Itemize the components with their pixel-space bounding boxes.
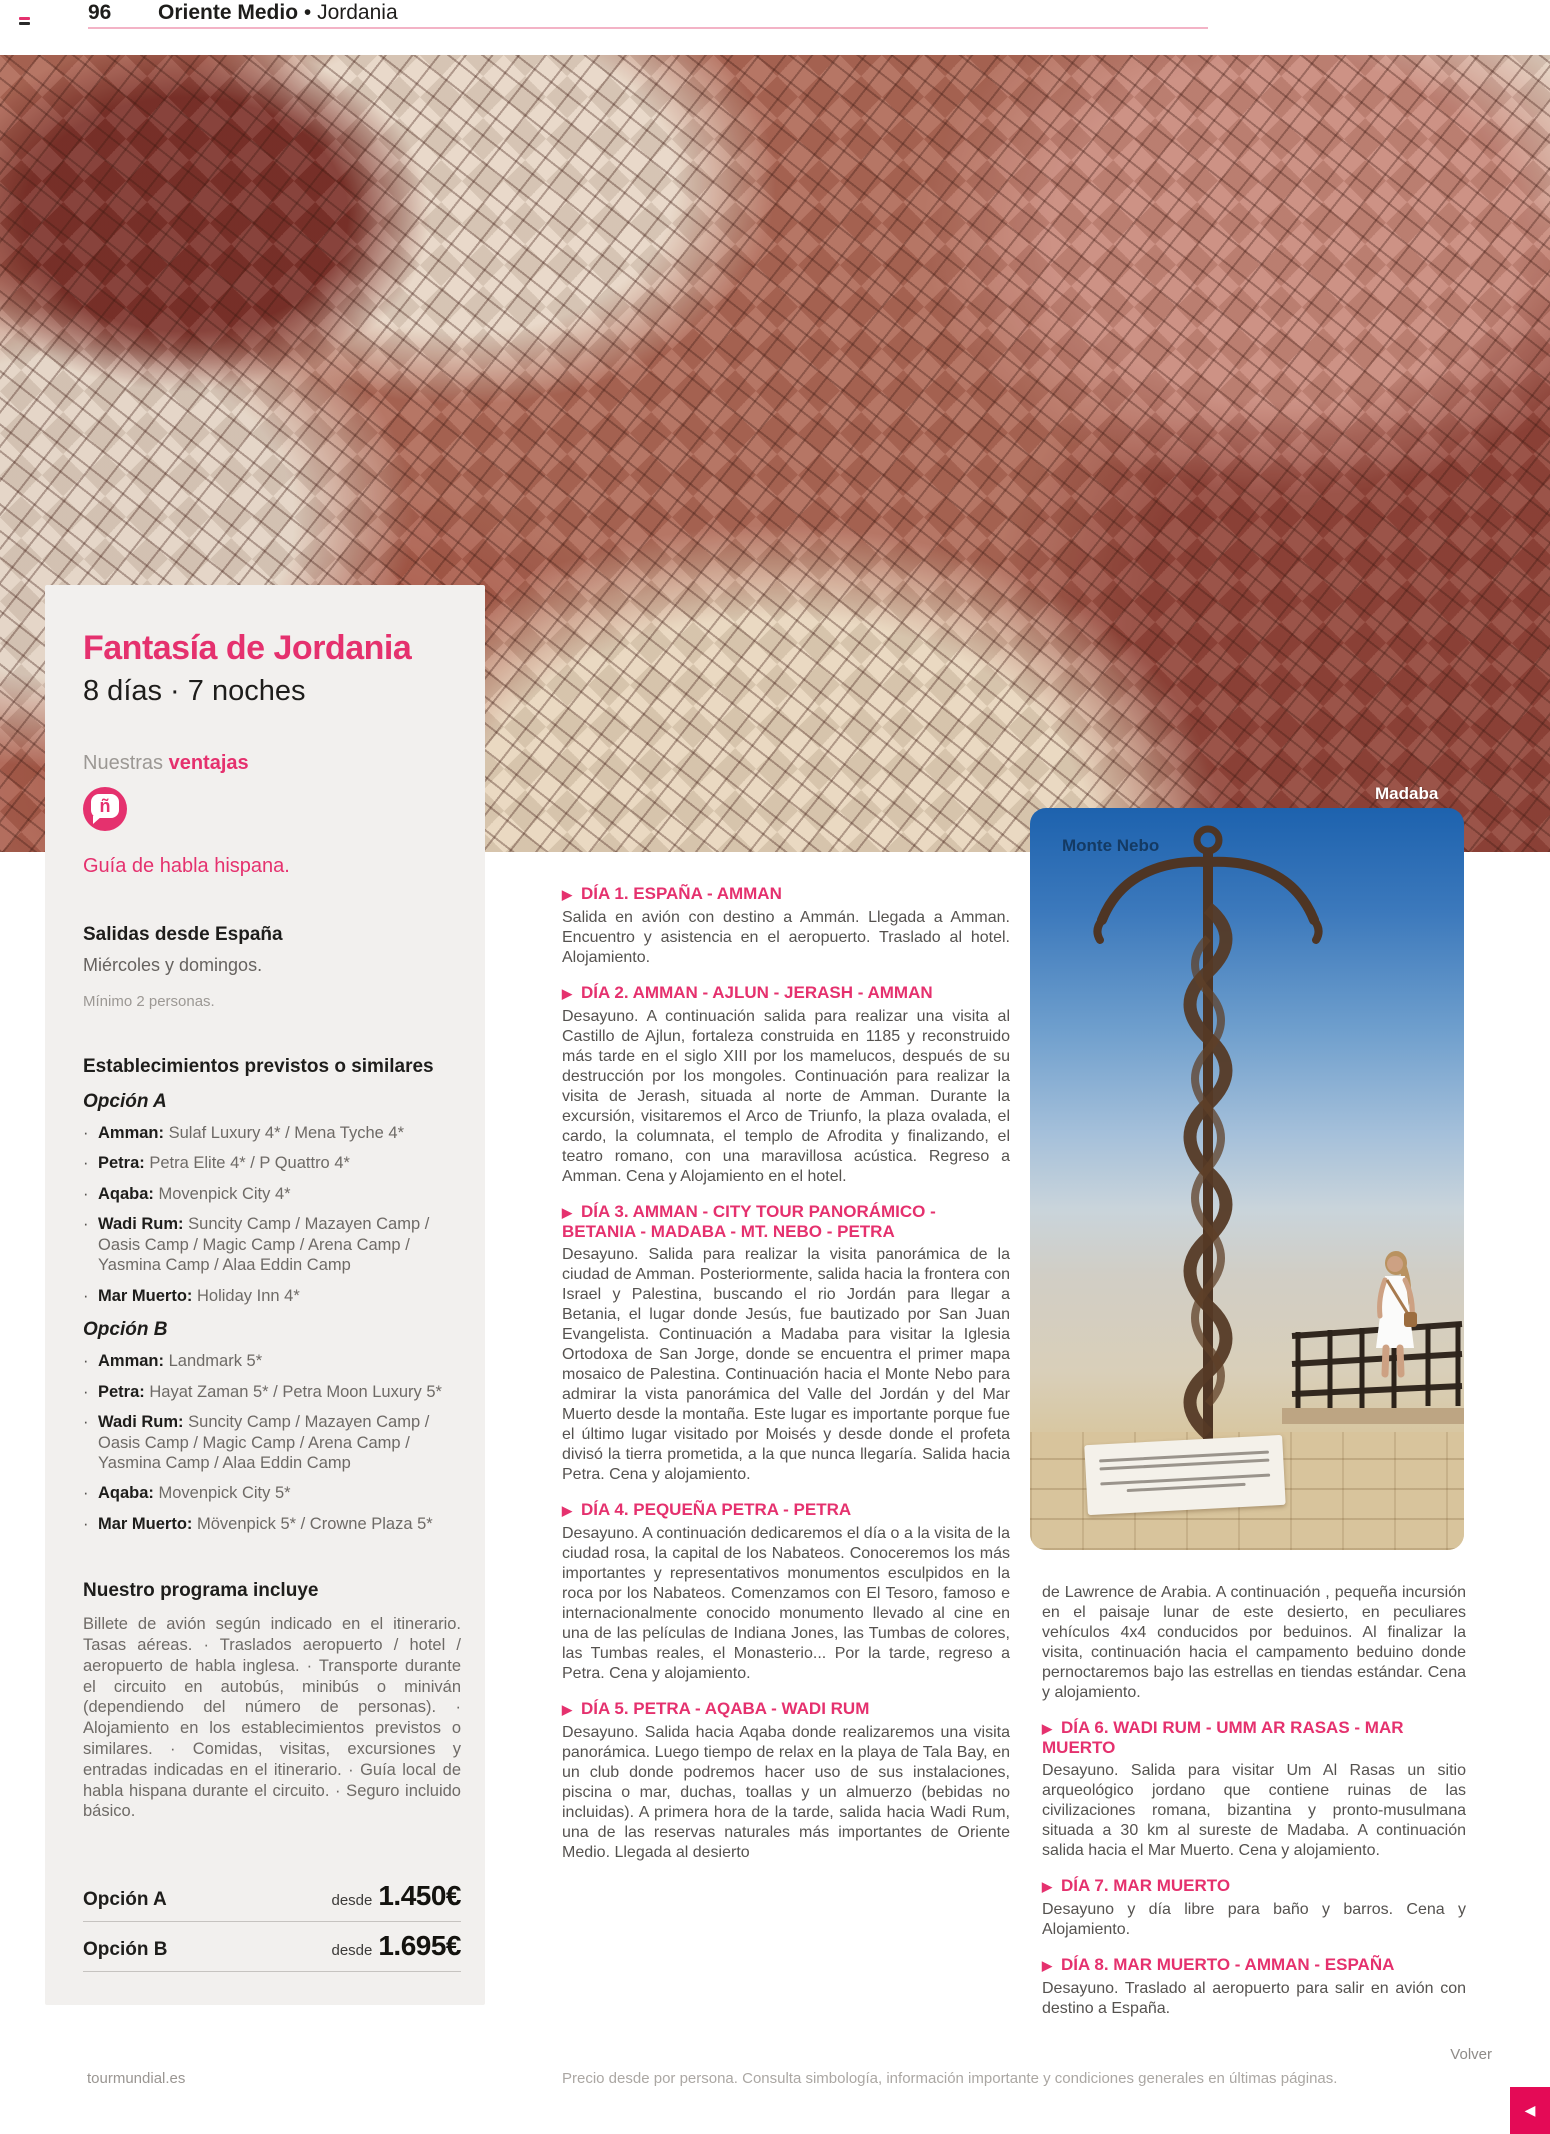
departures-days: Miércoles y domingos. <box>83 955 263 975</box>
itinerary-day-5 <box>562 1699 1010 1863</box>
day-text: Salida en avión con destino a Ammán. Llegada a Amman. Encuentro y asistencia en el aeropuerto. Traslado al hotel. Alojamiento. <box>562 909 1010 966</box>
day-title: DÍA 3. AMMAN - CITY TOUR PANORÁMICO - BETANIA - MADABA - MT. NEBO - PETRA <box>562 1202 936 1241</box>
day-text: Desayuno. Salida para visitar Um Al Rasas un sitio arqueológico jordano que contiene ruinas de las civilizaciones romana, bizantina y pronto-musulmana situada a 30 km al sureste de Madaba. A continuación salida hacia el Mar Muerto. Cena y alojamiento. <box>1042 1762 1466 1859</box>
price-table <box>83 1872 461 1972</box>
day-text: Desayuno. Salida para realizar la visita panorámica de la ciudad de Amman. Posteriormente, salida hacia la frontera con Israel y Palestina, buscando el rio Jordán para llegar a Betania, el lugar donde Jesús, fue bautizado por San Juan Evangelista. Continuación a Madaba para visitar la Iglesia Ortodoxa de San Jorge, donde se encuentra el primer mapa mosaico de Palestina. Continuación hacia el Monte Nebo para admirar la vista panorámica del Valle del Jordán y del Mar Muerto desde la montaña. Este lugar es importante porque fue el último lugar visitado por Moisés y desde donde el profeta divisó la tierra prometida, a la que nunca llegaría. Salida hacia Petra. Cena y alojamiento. <box>562 1246 1010 1483</box>
itinerary-day-8 <box>1042 1955 1466 2019</box>
day-bullet-icon: ▶ <box>562 986 572 1001</box>
hotel-item: · Petra: Petra Elite 4* / P Quattro 4* <box>83 1154 350 1173</box>
advantages-label <box>83 752 461 775</box>
day-bullet-icon: ▶ <box>562 1503 572 1518</box>
breadcrumb-subsection: Jordania <box>317 1 398 24</box>
option-a-hotels <box>83 1123 461 1306</box>
page-number: 96 <box>88 1 112 24</box>
hotel-item: · Aqaba: Movenpick City 5* <box>83 1484 291 1503</box>
minimum-note: Mínimo 2 personas. <box>83 993 215 1010</box>
price-row-option-a <box>83 1872 461 1922</box>
day-title: DÍA 5. PETRA - AQABA - WADI RUM <box>581 1699 870 1718</box>
departures-heading: Salidas desde España <box>83 924 283 945</box>
price-from-label: desde <box>331 1892 373 1910</box>
option-b-label: Opción B <box>83 1319 168 1341</box>
includes-text: Billete de avión según indicado en el itinerario. Tasas aéreas. · Traslados aeropuerto / hotel / aeropuerto de habla inglesa. · Transporte durante el circuito en autobús, minibús o miniván (dependiendo del número de personas). · Alojamiento en los establecimientos previstos o similares. · Comidas, visitas, excursiones y entradas indicadas en el itinerario. · Guía local de habla hispana durante el circuito. · Seguro incluido básico. <box>83 1615 461 1821</box>
itinerary-day-6 <box>1042 1718 1466 1861</box>
itinerary-day-1 <box>562 884 1010 968</box>
breadcrumb-separator: • <box>303 1 312 24</box>
option-b-hotels <box>83 1351 461 1534</box>
spanish-guide-icon: ñ <box>83 787 127 831</box>
day-bullet-icon: ▶ <box>562 1702 572 1717</box>
tour-title: Fantasía de Jordania <box>83 629 412 667</box>
day-bullet-icon: ▶ <box>562 887 572 902</box>
price-from-label: desde <box>331 1942 373 1960</box>
back-arrow-icon: ◀ <box>1524 2102 1536 2118</box>
itinerary-day-7 <box>1042 1876 1466 1940</box>
includes-heading: Nuestro programa incluye <box>83 1580 319 1602</box>
day-bullet-icon: ▶ <box>1042 1958 1052 1973</box>
memorial-plaque <box>1084 1435 1285 1515</box>
day-title: DÍA 6. WADI RUM - UMM AR RASAS - MAR MUERTO <box>1042 1718 1404 1757</box>
itinerary-day-4 <box>562 1500 1010 1684</box>
advantages-prefix: Nuestras <box>83 752 169 774</box>
brand-mark-icon <box>19 17 30 27</box>
day-text: Desayuno. A continuación salida para realizar una visita al Castillo de Ajlun, fortaleza construida en 1185 y reconstruido más tarde en el siglo XIII por los mamelucos, después de su destrucción por los mongoles. Continuación para realizar la visita de Jerash, situada al norte de Amman. Durante la excursión, visitaremos el Arco de Triunfo, la plaza ovalada, el cardo, la columnata, el templo de Afrodita y finalizando, el teatro romano, con una maravillosa acústica. Regreso a Amman. Cena y Alojamiento en el hotel. <box>562 1008 1010 1185</box>
photo-caption: Monte Nebo <box>1062 836 1160 855</box>
breadcrumb <box>158 1 398 25</box>
day-text: Desayuno y día libre para baño y barros. Cena y Alojamiento. <box>1042 1901 1466 1938</box>
tour-duration: 8 días · 7 noches <box>83 675 306 707</box>
day-title: DÍA 7. MAR MUERTO <box>1061 1876 1231 1895</box>
hotel-item: · Petra: Hayat Zaman 5* / Petra Moon Luxury 5* <box>83 1382 442 1401</box>
price-amount: 1.695€ <box>378 1930 461 1962</box>
hotels-heading: Establecimientos previstos o similares <box>83 1056 434 1077</box>
tour-summary-card <box>45 585 485 2005</box>
day-bullet-icon: ▶ <box>1042 1721 1052 1736</box>
price-option-label: Opción B <box>83 1939 168 1961</box>
hotel-item: · Amman: Sulaf Luxury 4* / Mena Tyche 4* <box>83 1124 405 1142</box>
option-a-label: Opción A <box>83 1091 167 1112</box>
itinerary-column-left <box>562 884 1010 1878</box>
hotel-item: · Aqaba: Movenpick City 4* <box>83 1184 291 1203</box>
hotel-item: · Amman: Landmark 5* <box>83 1352 263 1371</box>
day-title: DÍA 4. PEQUEÑA PETRA - PETRA <box>581 1500 852 1519</box>
day-bullet-icon: ▶ <box>562 1205 572 1220</box>
price-amount: 1.450€ <box>378 1880 461 1912</box>
price-option-label: Opción A <box>83 1889 167 1911</box>
header-divider <box>88 27 1208 29</box>
day-text: Desayuno. A continuación dedicaremos el día o a la visita de la ciudad rosa, la capital de los Nabateos. Conoceremos los más importantes y representativos monumentos esculpidos en la roca por los Nabateos. Comenzamos con El Tesoro, famoso e internacionalmente conocido monumento llevado al cine en una de las películas de Indiana Jones, las Tumbas de colores, las Tumbas reales, el Monasterio... Por la tarde, regreso a Petra. Cena y alojamiento. <box>562 1525 1010 1682</box>
monte-nebo-photo <box>1030 808 1464 1550</box>
page-header <box>0 0 1550 55</box>
hotel-item: · Mar Muerto: Mövenpick 5* / Crowne Plaza 5* <box>83 1514 433 1533</box>
price-row-option-b <box>83 1922 461 1972</box>
itinerary-day-2 <box>562 983 1010 1187</box>
advantages-word: ventajas <box>168 752 249 774</box>
day-text: Desayuno. Salida hacia Aqaba donde realizaremos una visita panorámica. Luego tiempo de relax en la playa de Tala Bay, en un club donde podremos hacer uso de sus instalaciones, piscina o mar, duchas, toallas y un almuerzo (bebidas no incluidas). A primera hora de la tarde, salida hacia Wadi Rum, una de las reservas naturales más importantes de Oriente Medio. Llegada al desierto <box>562 1724 1010 1861</box>
day-title: DÍA 1. ESPAÑA - AMMAN <box>581 884 782 903</box>
breadcrumb-section: Oriente Medio <box>158 1 299 24</box>
itinerary-day-3 <box>562 1202 1010 1485</box>
day-title: DÍA 8. MAR MUERTO - AMMAN - ESPAÑA <box>1061 1955 1395 1974</box>
day-5-continuation: de Lawrence de Arabia. A continuación , pequeña incursión en el paisaje lunar de este desierto, en peculiares vehículos 4x4 conducidos por beduinos. Al finalizar la visita, continuación hacia el campamento beduino donde pernoctaremos bajo las estrellas en tiendas estándar. Cena y alojamiento. <box>1042 1584 1466 1701</box>
hotel-item: · Wadi Rum: Suncity Camp / Mazayen Camp / Oasis Camp / Magic Camp / Arena Camp / Yasmina Camp / Alaa Eddin Camp <box>83 1413 430 1472</box>
day-title: DÍA 2. AMMAN - AJLUN - JERASH - AMMAN <box>581 983 933 1002</box>
itinerary-column-right <box>1042 1583 1466 2034</box>
mosaic-caption: Madaba <box>1375 784 1439 803</box>
hotel-item: · Wadi Rum: Suncity Camp / Mazayen Camp / Oasis Camp / Magic Camp / Arena Camp / Yasmina Camp / Alaa Eddin Camp <box>83 1215 430 1275</box>
day-text: Desayuno. Traslado al aeropuerto para salir en avión con destino a España. <box>1042 1980 1466 2017</box>
guide-note: Guía de habla hispana. <box>83 855 290 877</box>
back-label[interactable]: Volver <box>1450 2046 1492 2063</box>
site-link[interactable]: tourmundial.es <box>87 2070 186 2087</box>
footer-note: Precio desde por persona. Consulta simbología, información importante y condiciones generales en últimas páginas. <box>562 2070 1338 2087</box>
back-button[interactable] <box>1510 2087 1550 2134</box>
hotel-item: · Mar Muerto: Holiday Inn 4* <box>83 1286 300 1305</box>
day-bullet-icon: ▶ <box>1042 1879 1052 1894</box>
